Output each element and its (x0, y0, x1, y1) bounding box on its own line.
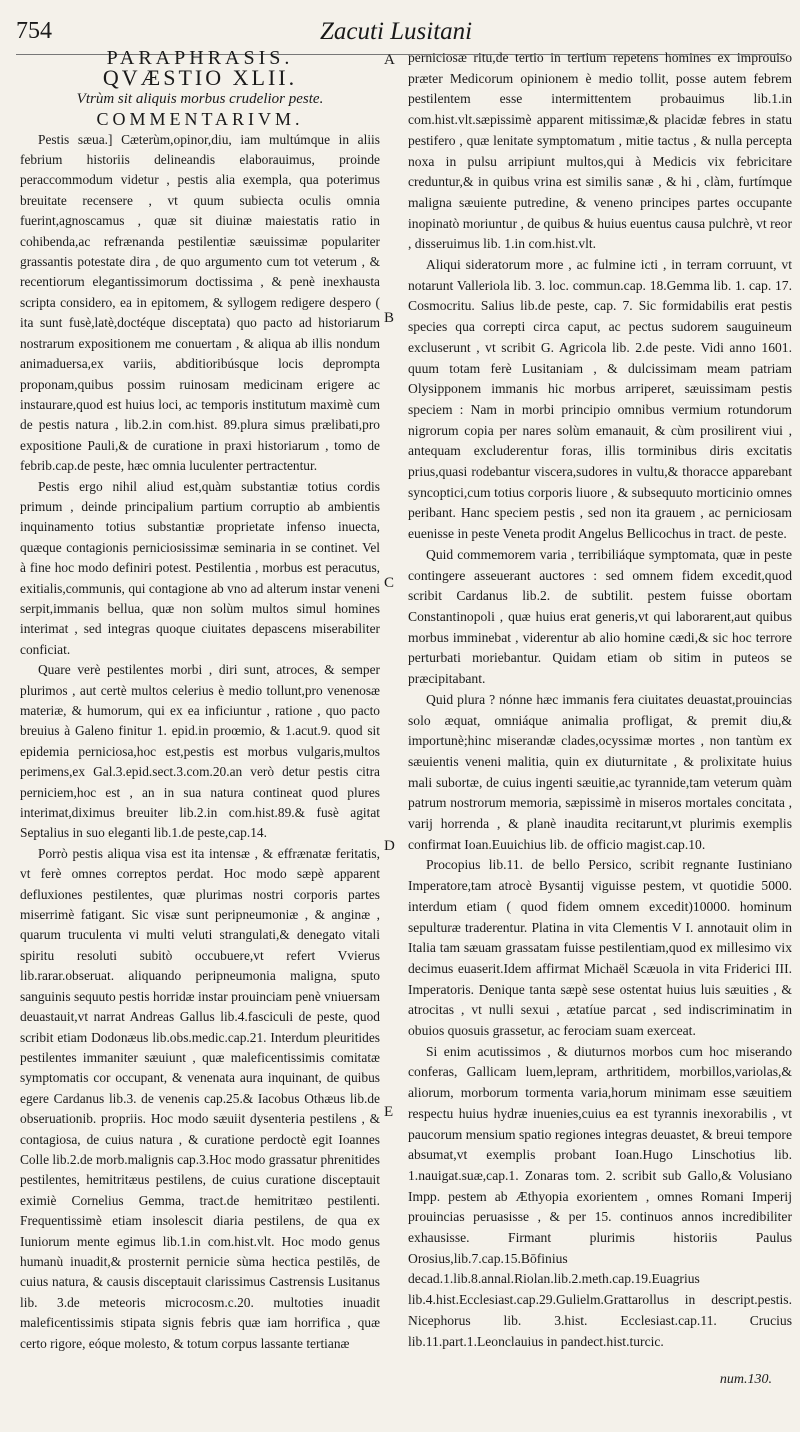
catchword: num.130. (719, 1372, 772, 1387)
left-paragraph-2: Pestis ergo nihil aliud est,quàm substantiæ totius cordis primum , deinde principalium partium corruptio ab ambientis inquinamento totius substantiæ proprietate infenso inuecta, quæque contagionis perniciosissimæ seminaria in se continet. Vel à fine hoc modo definiri potest. Pestilentia , morbus est peracutus, exitialis,communis, qui contagione ab vno ad alterum instar veneni serpit,immanis bellua, quæ non solùm multos simul homines interimat , sed integras quoque ciuitates depascens miserabiliter conficiat. (20, 478, 380, 657)
commentary-heading: COMMENTARIVM. (96, 109, 304, 130)
left-column (20, 48, 380, 1354)
right-column (408, 48, 792, 1352)
left-paragraph-1: Pestis sæua.] Cæterùm,opinor,diu, iam multúmque in aliis febrium historiis delineandis elaborauimus, proinde peraccommodum videtur , pestis alia exempla, qua poterimus breuitate recensere , vt quum subiecta oculis omnia fuerint,agnoscamus , quæ sit diuinæ maiestatis ratio in cohibenda,ac refrænanda pestilentiæ sæuissimæ populariter grassantis potestate dira , de quo argumento cum tot veterum , & recentiorum elegantissimorum doctissima , & penè inexhausta scripta considero, ea in epitomem, & syllogem redigere despero ( ita sunt fusè,latè,doctéque disceptata) quo pacto ad historiarum nostrarum expositionem me conuertam , & aliqua ab illis nondum animaduersa,ex variis, abditioribúsque locis deprompta proponam,quibus possim ruinosam medicinam erigere ac instaurare,quod est huius loci, ac temporis institutum maximè cum de pestis natura , lib.2.in com.hist. 89.plura simus prælibati,pro expositione Pauli,& de curatione in praxi historiarum , tomo de febrib.cap.de peste, hæc omnia luculenter pertractentur. (20, 131, 380, 474)
question-title: Vtrùm sit aliquis morbus crudelior peste. (76, 90, 324, 107)
right-paragraph-2: Aliqui sideratorum more , ac fulmine icti , in terram corruunt, vt notarunt Valleriola lib. 3. loc. commun.cap. 18.Gemma lib. 1. cap. 17. Cosmocritu. Salius lib.de peste, cap. 7. Sic formidabilis erat pestis species qua correpti circa caput, ac pectus sudorem sauguineum excluserunt , vt scribit G. Agricola lib. 2.de peste. Vidi anno 1601. quum totam ferè Lusitaniam , & dulcissimam meam patriam Olysipponem immanis hic morbus arriperet, sæuissimam pestis speciem : Nam in morbi principio omnibus vermium rotundorum nigrorum copia per nares solùm emanauit, & cùm prosilirent viui , antequam excluderentur foras, illis torminibus diris excitatis prius,quasi rodebantur viscera,sudores in vultu,& thoracce apparebant syncoptici,cum totius corporis liuore , & subsequuto morticinio omnes peribant. Hanc speciem pestis , sed non ita grauem , ac perniciosam euenisse in peste Veneta prodit Angelus Bellicochus in tract. de peste. (408, 257, 792, 542)
margin-letter-d: D (384, 838, 395, 854)
right-paragraph-5: Procopius lib.11. de bello Persico, scribit regnante Iustiniano Imperatore,tam atrocè Bysantij viguisse pestem, vt quotidie 5000. interdum etiam ( quod fidem omnem excedit)10000. hominum sepulturæ traderentur. Platina in vita Clementis V I. annotauit olim in Italia tam sæuam grassatam fuisse pestilentiam,quod ex millesimo vix decimus euaserit.Idem affirmat Michaël Scæuola in vita Friderici III. Imperatoris. Denique tanta sæpè sese ostentat huius luis sæuities , & atrocitas , vt nulli sexui , ætatíue parcat , sed indiscriminatim in obuios quosuis grassetur, ac ferociam suam exerceat. (408, 857, 792, 1039)
left-paragraph-3: Quare verè pestilentes morbi , diri sunt, atroces, & semper plurimos , aut certè multos celerius è medio tollunt,pro venenosæ materiæ, & humorum, qui ex ea inficiuntur , ratione , quo pacto breuius à Galeno finitur 1. epid.in proœmio, & 1.acut.9. quod sit epidemia perniciosa,hoc est,pestis est morbus vulgaris,multos perimens,ex Gal.3.epid.sect.3.com.20.an verò detur pestis citra perniciem,hoc est , an in sua natura contineat quod plures interimat,diximus breuiter lib.2.in com.hist.89.& fusè agitat Septalius in suo eleganti lib.1.de peste,cap.14. (20, 662, 380, 841)
margin-letter-c: C (384, 575, 395, 591)
question-heading: QVÆSTIO XLII. (102, 65, 298, 91)
margin-letter-a: A (384, 52, 395, 68)
right-paragraph-1: perniciosæ ritu,de tertio in tertium repetens homines ex improuiso præter Medicorum opinionem è medio tollit, posse autem febrem pestilentem esse intermittentem probauimus lib.1.in com.hist.vlt.sæpissimè apparent mitissimæ,& placidæ febres in statu pestifero , quæ lenitate symptomatum , mitie tactus , & nulla percepta noxa in pulsu arripiunt multos,qui à Medicis vix febricitare creduntur,& in quibus vrina est similis sanæ , & hi , clàm, furtímque maligna sæuiente putredine, & veneno principes partes occupante inopinatò moriuntur , de quibus & huius euentus causa pulchrè, vt reor , disseruimus lib. 1.in com.hist.vlt. (408, 50, 792, 252)
running-title: Zacuti Lusitani (320, 18, 473, 45)
right-paragraph-4: Quid plura ? nónne hæc immanis fera ciuitates deuastat,prouincias solo æquat, omniáque animalia profligat, & premit diu,& importunè;hinc miserandæ clades,ocyssimæ mortes , non tantùm ex sæuientis veneni malitia, quin ex diuturnitate , & prolixitate huius mali subortæ, de cuius ingenti sæuitie,ac tyrannide,tam veterum quàm patrum nostrorum memoria, sæpissimè in miseros mortales concitata , varij horrenda , & planè inaudita recitarunt,vt plurimis exemplis confirmat Ioan.Euuichius lib. de officio magist.cap.10. (408, 691, 792, 852)
margin-letter-e: E (384, 1104, 394, 1120)
margin-letter-b: B (384, 310, 395, 326)
page-number: 754 (16, 18, 52, 44)
right-paragraph-6: Si enim acutissimos , & diuturnos morbos cum hoc miserando conferas, Gallicam luem,lepram, arthritidem, morbillos,variolas,& aliorum, morborum tormenta varia,horum minimam esse sæuitiem respectu huius hydræ inuenies,cuius ea est tyrannis inexorabilis , vt paucorum mensium spatio regiones integras deuastet, & breui tempore absumat,vt exemplis probant Ioan.Hugo Linschotius lib. 1.nauigat.suæ,cap.1. Zonaras tom. 2. scribit sub Gallo,& Volusiano Impp. pestem ab Æthyopia exorientem , omnes Romani Imperij prouincias peruasisse , & per 15. continuos annos incredibiliter exhausisse. Firmant plurimis historiis Paulus Orosius,lib.7.cap.15.Bōfinius decad.1.lib.8.annal.Riolan.lib.2.meth.cap.19.Euagrius lib.4.hist.Ecclesiast.cap.29.Gulielm.Grattarollus in descript.pestis. Nicephorus lib. 3.hist. Ecclesiast.cap.11. Crucius lib.11.part.1.Leonclauius in pandect.hist.turcic. (408, 1043, 792, 1349)
section-heading: PARAPHRASIS. (106, 47, 294, 69)
right-paragraph-3: Quid commemorem varia , terribiliáque symptomata, quæ in peste contingere asseuerant auctores : sed omnem fidem excedit,quod scribit Cardanus lib.2. de subtilit. pestem fuisse obortam Constantinopoli , quæ huius erat generis,vt qui laborarent,aut quibus morbus imminebat , viderentur ab alio homine cædi,& sic hoc terrore perturbati moriebantur. Quidam etiam ob sitim in puteos se præcipitabant. (408, 546, 792, 687)
left-paragraph-4: Porrò pestis aliqua visa est ita intensæ , & effrænatæ feritatis, vt ferè omnes correptos perdat. Hoc modo sæpè apparent defluxiones pestilentes, quæ plurimas nostri corporis partes miserrimè fatigant. Sic visæ sunt peripneumoniæ , & anginæ , quarum truculenta vi multi veluti strangulati,& denegato vitali spiritu resoluti subitò occubuere,vt refert Vvierus lib.rarar.obseruat. aliquando peripneumonia maligna, sputo sanguinis sequuto pestis horridæ instar prouinciam penè vniuersam deuastauit,vt narrat Andreas Gallus lib.4.fasciculi de peste, quod scribit etiam Dodonæus lib.obs.medic.cap.21. Interdum pleuritides pestilentes immaniter sæuiunt , quæ maleficentissimis comitatæ symptomatis cor occupant, & venenata aura inquinant, de quibus egere Cardanus lib.3. de venenis cap.25.& Iacobus Othæus lib.de obseruationib. propriis. Hoc modo sæuiit dysenteria pestilens , & contagiosa, de cuius natura , & curatione perdoctè egit Ioannes Colle lib.2.de morb.malignis cap.3.Hoc modo grassatur phrenitides pestilentes, hemitritæus pestilens, de cuius curatione disceptauit eximiè Cornelius Gemma, tract.de hemitritæo pestilenti. Frequentissimè etiam insolescit diaria pestilens, de qua ex Iuniorum mente egimus lib.1.in com.hist.vlt. Hoc modo genus humanù inuadit,& prosternit pernicie sùma hectica pestilēs, de cuius natura, & causis disceptauit clarissimus Castrensis Lusitanus lib. 3.de meteoris microcosm.c.20. multoties inuadit maleficentissimis stipata signis febris quæ iam horrifica , quæ certo rigore, eóque molesto, & totum corpus lassante tertianæ (20, 845, 380, 1351)
